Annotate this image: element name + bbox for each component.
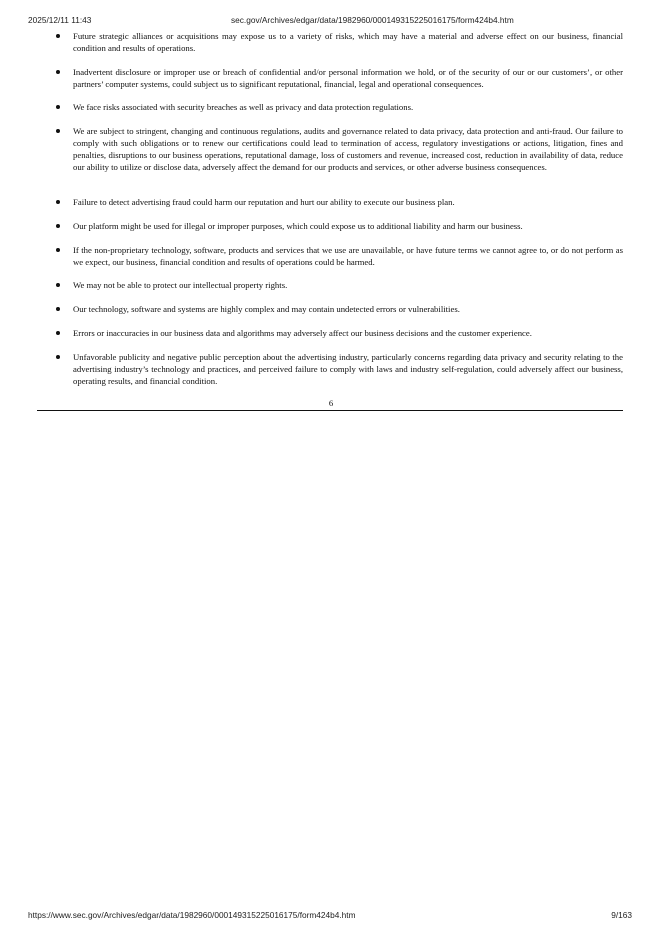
bullet-text: Our platform might be used for illegal or improper purposes, which could expose us to additional liability and harm our business. [73,221,523,231]
bullet-icon [56,224,60,228]
bullet-icon [56,105,60,109]
bullet-icon [56,200,60,204]
bullet-text: Our technology, software and systems are highly complex and may contain undetected errors or vulnerabilities. [73,304,460,314]
list-item [73,303,623,315]
list-item [73,220,623,232]
list-item [73,279,623,291]
bullet-icon [56,129,60,133]
bullet-icon [56,307,60,311]
bullet-icon [56,331,60,335]
list-item [73,351,623,387]
bullet-text: Errors or inaccuracies in our business data and algorithms may adversely affect our business decisions and the customer experience. [73,328,532,338]
list-item [73,125,623,173]
bullet-text: Failure to detect advertising fraud could harm our reputation and hurt our ability to execute our business plan. [73,197,455,207]
bullet-text: We are subject to stringent, changing and continuous regulations, audits and governance related to data privacy, data protection and anti-fraud. Our failure to comply with such obligations or to renew our certifications could lead to termination of access, regulatory investigations or actions, litigation, fines and penalties, disruptions to our business operations, reputational damage, loss of customers and revenue, increased cost, reduction in availability of data, reduce our ability to utilize or disclose data, adversely affect the demand for our products and services, or other adverse business consequences. [73,126,623,172]
print-datetime: 2025/12/11 11:43 [28,15,92,25]
bullet-icon [56,70,60,74]
list-item [73,244,623,268]
bullet-text: We face risks associated with security breaches as well as privacy and data protection regulations. [73,102,414,112]
bullet-icon [56,248,60,252]
print-header-url: sec.gov/Archives/edgar/data/1982960/000149315225016175/form424b4.htm [231,15,514,25]
list-item [73,327,623,339]
print-footer-url: https://www.sec.gov/Archives/edgar/data/1982960/000149315225016175/form424b4.htm [28,910,356,920]
list-item [73,101,623,113]
print-page-count: 9/163 [611,910,632,920]
bullet-icon [56,34,60,38]
page-divider [37,410,623,411]
list-item [73,66,623,90]
bullet-text: Unfavorable publicity and negative public perception about the advertising industry, particularly concerns regarding data privacy and security relating to the advertising industry’s technology and practices, and perceived failure to comply with laws and industry self-regulation, could adversely affect our business, operating results, and financial condition. [73,352,623,386]
bullet-text: Future strategic alliances or acquisitions may expose us to a variety of risks, which may have a material and adverse effect on our business, financial condition and results of operations. [73,31,623,53]
bullet-text: Inadvertent disclosure or improper use or breach of confidential and/or personal information we hold, or of the security of our or our customers’, or other partners’ computer systems, could subject us to significant reputational, financial, legal and operational consequences. [73,67,623,89]
list-item [73,196,623,208]
bullet-icon [56,355,60,359]
list-item [73,30,623,54]
bullet-text: If the non-proprietary technology, software, products and services that we use are unavailable, or have future terms we cannot agree to, or do not perform as we expect, our business, financial condition and results of operations could be harmed. [73,245,623,267]
bullet-text: We may not be able to protect our intellectual property rights. [73,280,288,290]
page-number: 6 [328,398,334,408]
bullet-icon [56,283,60,287]
